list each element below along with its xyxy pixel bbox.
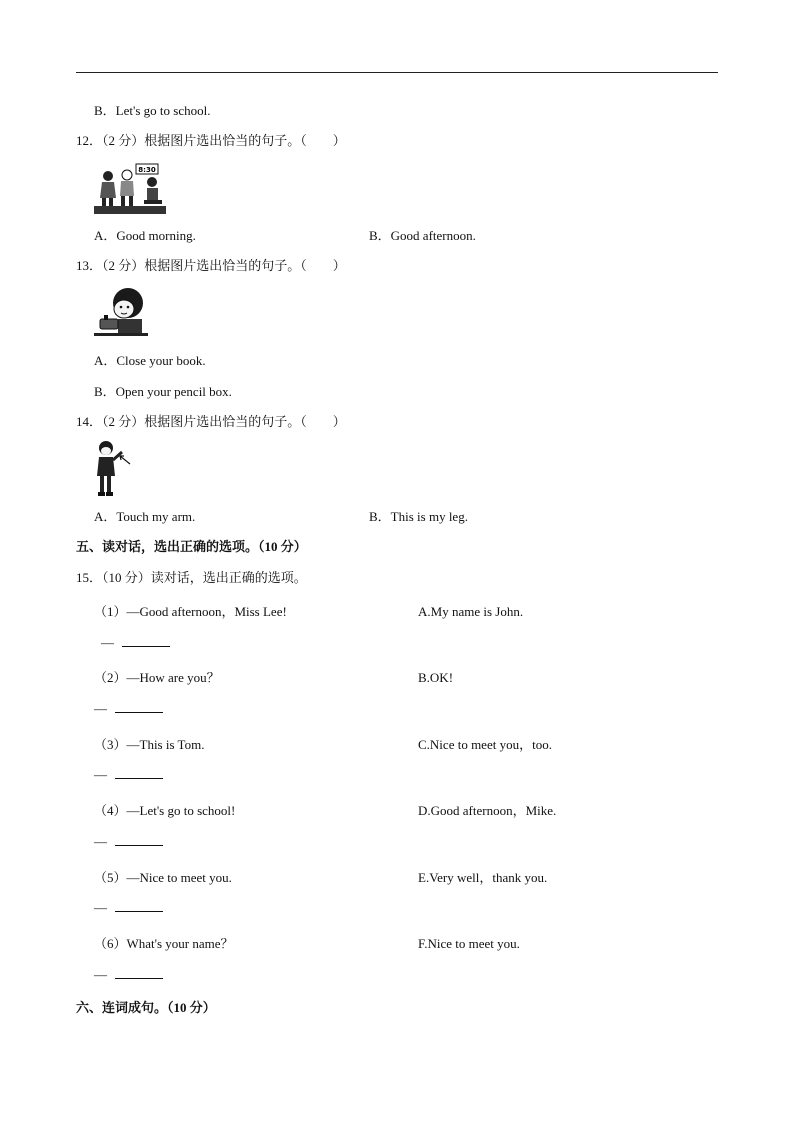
previous-option-b: B．Let's go to school.	[94, 103, 211, 118]
answer-blank-4[interactable]	[115, 833, 163, 846]
section6-title: 六、连词成句。（10 分）	[76, 1000, 216, 1015]
q15-stem: 15．（10 分）读对话，选出正确的选项。	[76, 570, 307, 585]
section5-title: 五、读对话，选出正确的选项。（10 分）	[76, 539, 307, 554]
answer-line-1: —	[101, 634, 170, 651]
q12-picture	[94, 162, 166, 214]
dialog-prompt-5: （5）—Nice to meet you.	[94, 870, 232, 885]
dialog-answer-a: A.My name is John.	[418, 604, 524, 619]
q13-stem: 13．（2 分）根据图片选出恰当的句子。（ ）	[76, 258, 346, 273]
dialog-prompt-2: （2）—How are you？	[94, 670, 220, 685]
dialog-answer-e: E.Very well，thank you.	[418, 870, 548, 885]
dialog-answer-c: C.Nice to meet you，too.	[418, 737, 552, 752]
answer-blank-6[interactable]	[115, 966, 163, 979]
answer-line-3: —	[94, 766, 163, 783]
dialog-answer-f: F.Nice to meet you.	[418, 936, 520, 951]
q13-option-a: A．Close your book.	[94, 353, 206, 368]
answer-blank-3[interactable]	[115, 766, 163, 779]
header-rule	[76, 72, 718, 73]
q14-option-a: A．Touch my arm.	[94, 509, 196, 524]
q12-option-b: B．Good afternoon.	[369, 228, 476, 243]
q14-picture	[94, 440, 134, 498]
answer-line-6: —	[94, 966, 163, 983]
q12-stem: 12．（2 分）根据图片选出恰当的句子。（ ）	[76, 133, 346, 148]
answer-blank-1[interactable]	[122, 634, 170, 647]
dialog-prompt-4: （4）—Let's go to school!	[94, 803, 236, 818]
dialog-answer-d: D.Good afternoon，Mike.	[418, 803, 557, 818]
dialog-prompt-6: （6）What's your name？	[94, 936, 234, 951]
answer-blank-2[interactable]	[115, 700, 163, 713]
q14-option-b: B．This is my leg.	[369, 509, 468, 524]
q13-picture	[94, 285, 148, 337]
clock-text: 8:30	[138, 166, 156, 174]
dialog-prompt-1: （1）—Good afternoon，Miss Lee!	[94, 604, 287, 619]
q14-stem: 14．（2 分）根据图片选出恰当的句子。（ ）	[76, 414, 346, 429]
answer-line-2: —	[94, 700, 163, 717]
q12-option-a: A．Good morning.	[94, 228, 196, 243]
answer-blank-5[interactable]	[115, 899, 163, 912]
q13-option-b: B．Open your pencil box.	[94, 384, 232, 399]
answer-line-4: —	[94, 833, 163, 850]
dialog-prompt-3: （3）—This is Tom.	[94, 737, 205, 752]
answer-line-5: —	[94, 899, 163, 916]
dialog-answer-b: B.OK!	[418, 670, 454, 685]
